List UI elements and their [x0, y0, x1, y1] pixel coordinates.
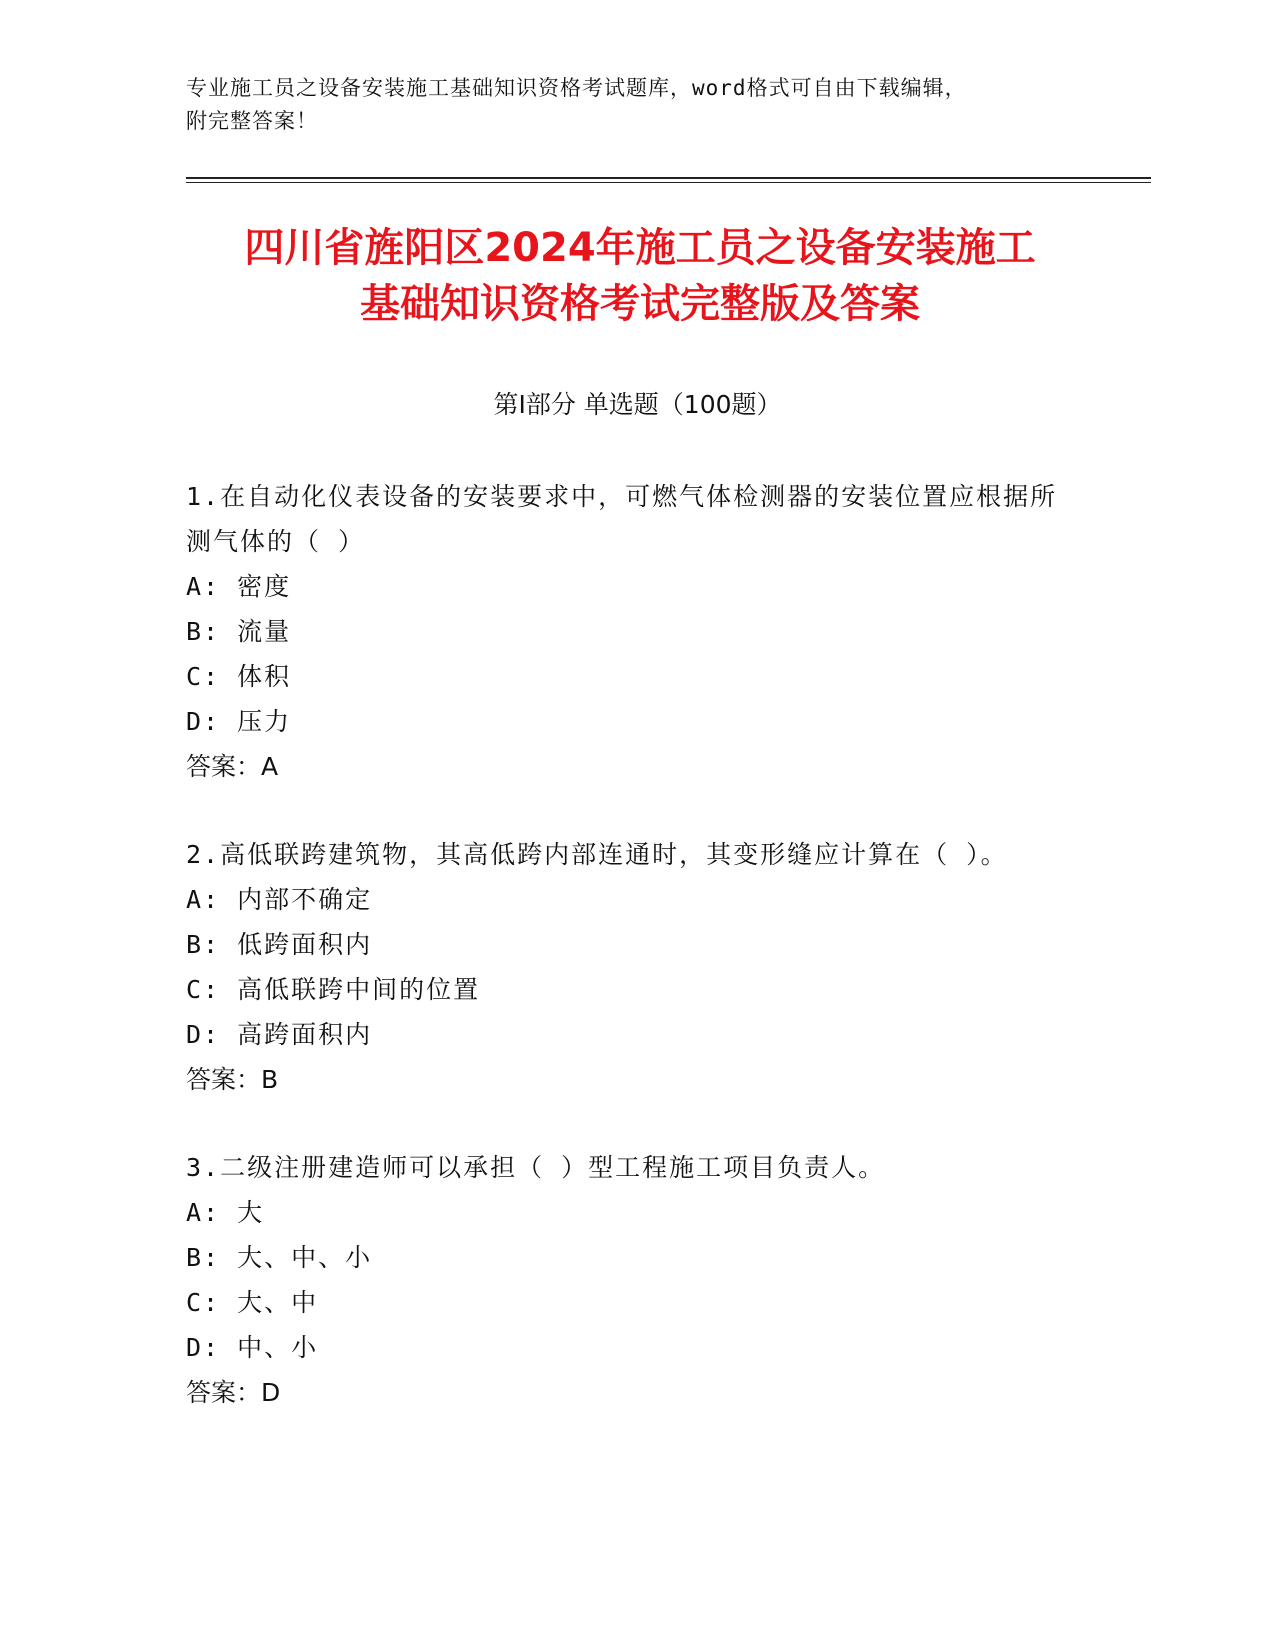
- document-title-line-1: 四川省旌阳区2024年施工员之设备安装施工: [244, 225, 1036, 271]
- question-text: 1.在自动化仪表设备的安装要求中，可燃气体检测器的安装位置应根据所测气体的（ ）: [186, 482, 1058, 556]
- header-note-line-2: 附完整答案！: [186, 109, 318, 133]
- option-c: C: 大、中: [186, 1288, 319, 1317]
- option-d: D: 高跨面积内: [186, 1020, 373, 1049]
- answer-line: 答案：D: [186, 1378, 281, 1407]
- document-title-line-2: 基础知识资格考试完整版及答案: [360, 281, 920, 327]
- option-a: A: 大: [186, 1198, 265, 1227]
- option-a: A: 密度: [186, 572, 292, 601]
- option-b: B: 低跨面积内: [186, 930, 373, 959]
- document-title: [120, 220, 1160, 332]
- option-c: C: 高低联跨中间的位置: [186, 975, 481, 1004]
- option-d: D: 中、小: [186, 1333, 319, 1362]
- header-note: [186, 72, 1066, 138]
- question-text: 3.二级注册建造师可以承担（ ）型工程施工项目负责人。: [186, 1153, 886, 1182]
- option-c: C: 体积: [186, 662, 292, 691]
- header-note-line-1: 专业施工员之设备安装施工基础知识资格考试题库，word格式可自由下载编辑，: [186, 76, 967, 100]
- question-list: [186, 474, 1066, 1458]
- header-divider-thin: [186, 182, 1151, 183]
- question-item-1: [186, 474, 1066, 789]
- option-b: B: 流量: [186, 617, 292, 646]
- question-item-2: [186, 832, 1066, 1102]
- option-a: A: 内部不确定: [186, 885, 373, 914]
- answer-line: 答案：B: [186, 1065, 279, 1094]
- option-d: D: 压力: [186, 707, 292, 736]
- question-text: 2.高低联跨建筑物，其高低跨内部连通时，其变形缝应计算在（ ）。: [186, 840, 1008, 869]
- option-b: B: 大、中、小: [186, 1243, 373, 1272]
- section-heading: 第Ⅰ部分 单选题（100题）: [493, 390, 782, 419]
- answer-line: 答案：A: [186, 752, 279, 781]
- header-divider-thick: [186, 177, 1151, 179]
- question-item-3: [186, 1145, 1066, 1415]
